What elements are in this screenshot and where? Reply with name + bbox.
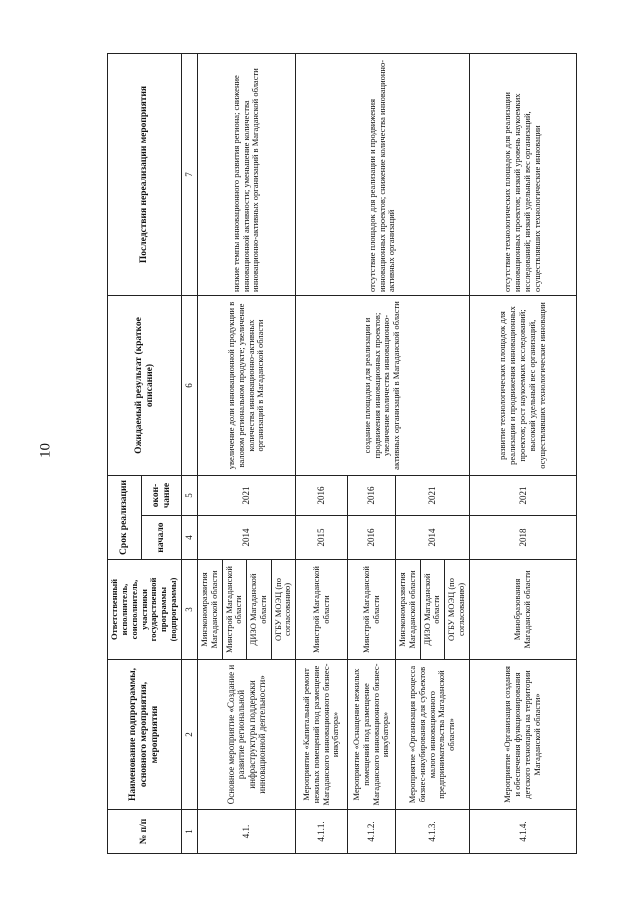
row-number: 4.1.4.: [469, 810, 576, 854]
col-number: 5: [182, 476, 198, 516]
row-end: 2016: [348, 476, 396, 516]
header-name: Наименование подпрограммы, основного мероприятия, мероприятия: [108, 660, 182, 810]
row-number: 4.1.2.: [348, 810, 396, 854]
row-responsible: Минстрой Магаданской области: [296, 560, 348, 660]
row-responsible: Минэкономразвития Магаданской области: [198, 560, 223, 660]
row-name: Мероприятие «Организация создания и обеспечения функционирования детского технопарка на территории Магаданской области»: [469, 660, 576, 810]
header-start: начало: [142, 516, 182, 560]
row-responsible: Минобразования Магаданской области: [469, 560, 576, 660]
col-number: 6: [182, 296, 198, 476]
row-result: развитие технологических площадок для реализации и продвижения инновационных проектов; рост наукоемких исследований; высокий удельный вес организаций, осуществлявших технологические инновации: [469, 296, 576, 476]
row-number: 4.1.1.: [296, 810, 348, 854]
row-name: Мероприятие «Капитальный ремонт нежилых помещений под размещение Магаданского инновационного бизнес-инкубатора»: [296, 660, 348, 810]
program-table: [107, 53, 577, 854]
row-start: 2016: [348, 516, 396, 560]
row-start: 2014: [396, 516, 470, 560]
header-row: [108, 54, 142, 854]
row-end: 2021: [198, 476, 296, 516]
col-number: 2: [182, 660, 198, 810]
col-number: 1: [182, 810, 198, 854]
row-name: Мероприятие «Оснащение нежилых помещений под размещение Магаданского инновационного бизнес-инкубатора»: [348, 660, 396, 810]
col-number: 4: [182, 516, 198, 560]
row-responsible: Минэкономразвития Магаданской области: [396, 560, 421, 660]
row-result: увеличение доли инновационной продукции в валовом региональном продукте; увеличение количества инновационно-активных организаций в Магаданской области: [198, 296, 296, 476]
row-responsible: ОГБУ МОЭЦ (по согласованию): [271, 560, 296, 660]
row-responsible: ОГБУ МОЭЦ (по согласованию): [445, 560, 470, 660]
row-start: 2015: [296, 516, 348, 560]
row-start: 2014: [198, 516, 296, 560]
header-consequences: Последствия нереализации мероприятия: [108, 54, 182, 296]
row-end: 2016: [296, 476, 348, 516]
header-num: № п/п: [108, 810, 182, 854]
col-number: 3: [182, 560, 198, 660]
row-responsible: ДИЗО Магаданской области: [420, 560, 445, 660]
header-responsible: Ответственный исполнитель, соисполнитель, участники государственной программы (подпрограммы): [108, 560, 182, 660]
row-name: Мероприятие «Организация процесса бизнес-инкубирования для субъектов малого инновационного предпринимательства Магаданской области»: [396, 660, 470, 810]
row-consequences: отсутствие технологических площадок для реализации инновационных проектов; низкий уровень наукоемких исследований; низкий удельный вес организаций, осуществлявших технологические инновации: [469, 54, 576, 296]
header-result: Ожидаемый результат (краткое описание): [108, 296, 182, 476]
table-row: [469, 54, 576, 854]
col-number: 7: [182, 54, 198, 296]
header-end: окон-чание: [142, 476, 182, 516]
row-number: 4.1.3.: [396, 810, 470, 854]
row-name: Основное мероприятие «Создание и развитие региональной инфраструктуры поддержки инновационной деятельности»: [198, 660, 296, 810]
column-numbers-row: [182, 54, 198, 854]
row-number: 4.1.: [198, 810, 296, 854]
row-consequences: низкие темпы инновационного развития региона; снижение инновационной активности; уменьшение количества инновационно-активных организаций в Магаданской области: [198, 54, 296, 296]
row-result: создание площадки для реализации и продвижения инновационных проектов; увеличение количества инновационно-активных организаций в Магаданской области: [296, 296, 470, 476]
row-consequences: отсутствие площадок для реализации и продвижения инновационных проектов; снижение количества инновационно-активных организаций: [296, 54, 470, 296]
row-end: 2021: [396, 476, 470, 516]
header-term: Срок реализации: [108, 476, 142, 560]
row-responsible: Минстрой Магаданской области: [222, 560, 247, 660]
page-number: 10: [37, 443, 54, 458]
row-start: 2018: [469, 516, 576, 560]
row-responsible: ДИЗО Магаданской области: [247, 560, 272, 660]
table-row: [198, 54, 223, 854]
row-end: 2021: [469, 476, 576, 516]
rotated-table-wrapper: [107, 54, 577, 854]
table-row: [296, 54, 348, 854]
row-responsible: Минстрой Магаданской области: [348, 560, 396, 660]
